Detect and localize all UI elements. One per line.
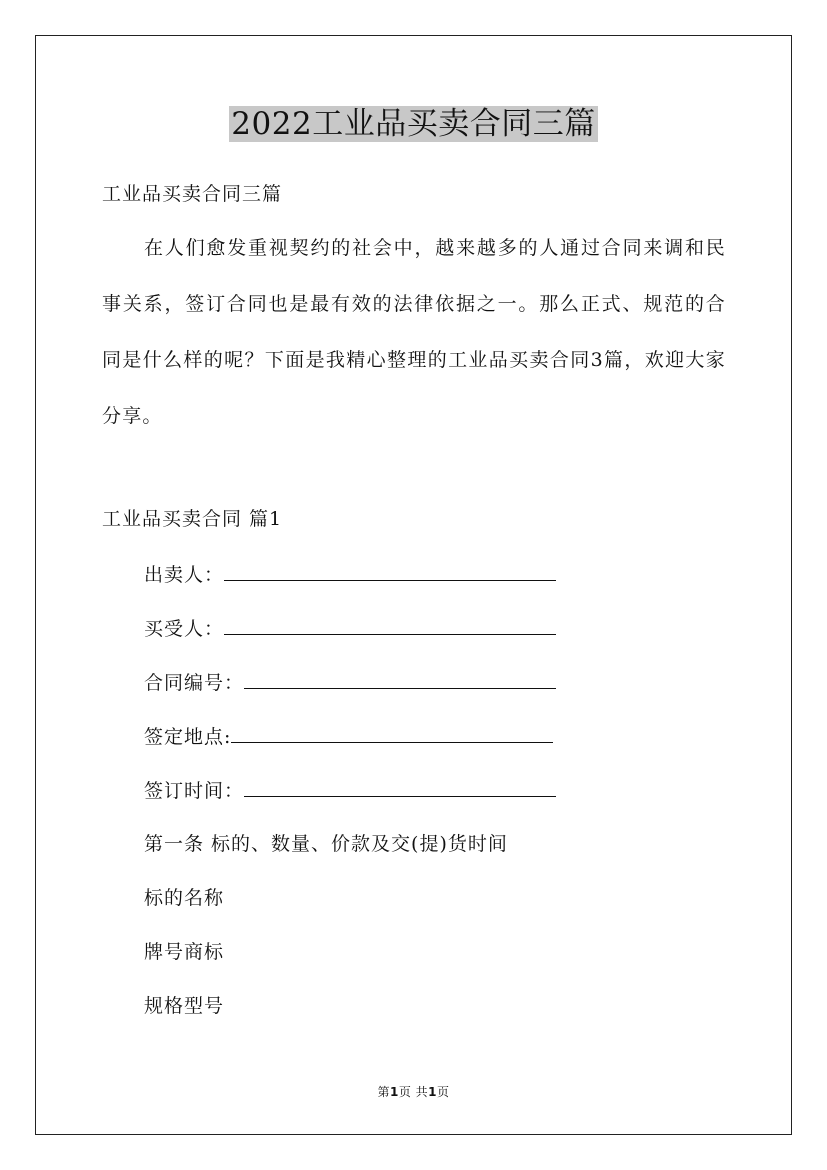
field-contract-number [144,668,556,697]
field-buyer-label: 买受人： [144,618,225,640]
footer-page-number: 1 [389,1085,399,1099]
page-footer [0,1083,827,1100]
footer-page-total: 1 [428,1085,438,1099]
field-buyer [144,614,556,643]
field-buyer-blank[interactable] [224,614,556,635]
field-seller-blank[interactable] [224,560,556,581]
field-contract-number-label: 合同编号： [144,672,245,694]
field-signing-place-blank[interactable] [231,722,553,743]
intro-paragraph: 在人们愈发重视契约的社会中，越来越多的人通过合同来调和民事关系，签订合同也是最有效的法律依据之一。那么正式、规范的合同是什么样的呢？下面是我精心整理的工业品买卖合同3篇，欢迎大家分享。 [102,237,726,427]
footer-suffix: 页 [437,1085,450,1099]
field-seller-label: 出卖人： [144,564,225,586]
footer-prefix: 第 [377,1085,390,1099]
footer-mid: 页 共 [398,1085,429,1099]
field-signing-place-label: 签定地点: [144,726,232,748]
document-subtitle: 工业品买卖合同三篇 [102,183,283,205]
list-item: 标的名称 [144,887,225,909]
field-signing-time-label: 签订时间： [144,780,245,802]
document-title [0,104,827,144]
field-signing-time-blank[interactable] [244,776,556,797]
list-item: 规格型号 [144,995,225,1017]
field-signing-place [144,722,553,751]
field-signing-time [144,776,556,805]
clause-heading: 第一条 标的、数量、价款及交(提)货时间 [144,833,508,855]
section-heading: 工业品买卖合同 篇1 [102,508,283,530]
field-seller [144,560,556,589]
document-title-text: 2022工业品买卖合同三篇 [231,106,596,142]
list-item: 牌号商标 [144,941,225,963]
field-contract-number-blank[interactable] [244,668,556,689]
